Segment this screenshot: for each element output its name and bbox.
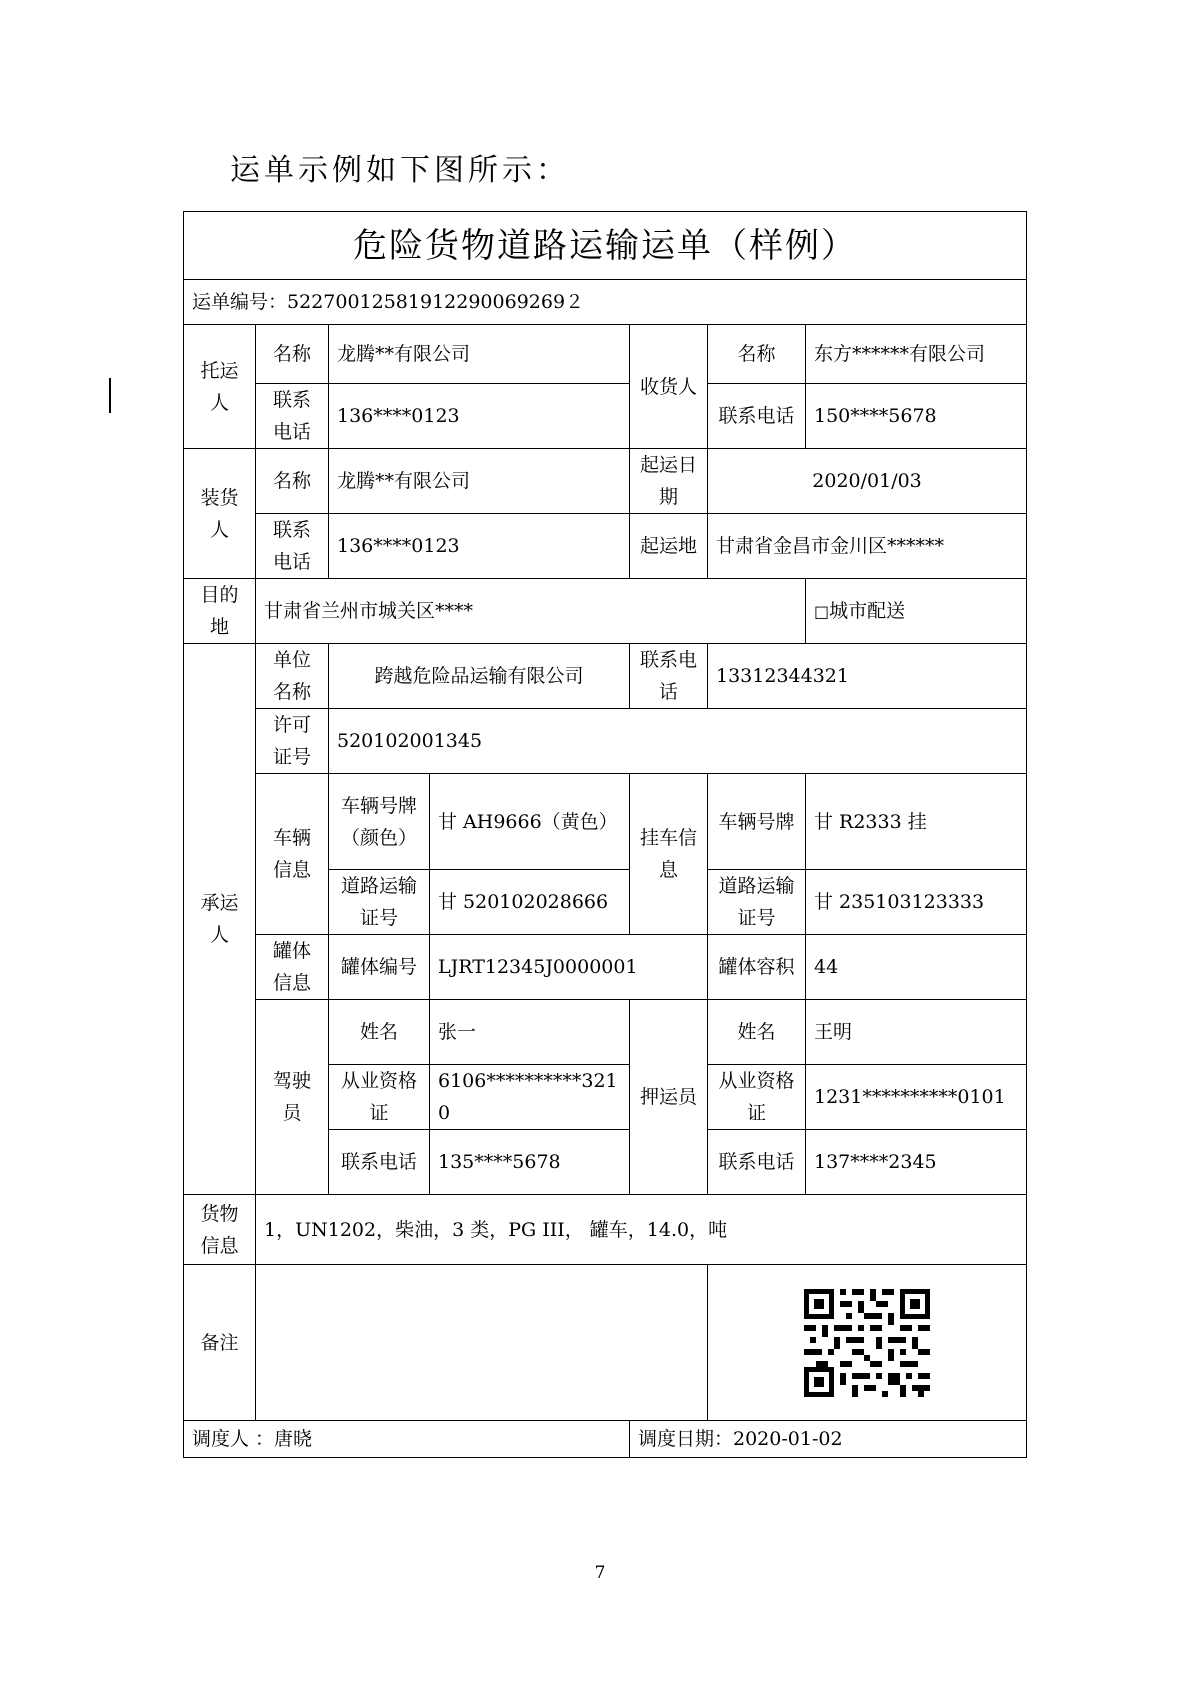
departure-place-label: 起运地: [630, 514, 708, 579]
driver-name-label: 姓名: [329, 1000, 430, 1065]
loader-name: 龙腾**有限公司: [329, 449, 630, 514]
loader-label: 装货人: [184, 449, 256, 579]
waybill-number-label: 运单编号：: [192, 291, 288, 313]
departure-date-label: 起运日期: [630, 449, 708, 514]
vehicle-plate-label: 车辆号牌（颜色）: [329, 774, 430, 870]
trailer-road-permit-label: 道路运输证号: [708, 870, 806, 935]
driver-phone-label: 联系电话: [329, 1130, 430, 1195]
carrier-phone-label: 联系电话: [630, 644, 708, 709]
dispatch-date: 调度日期：2020-01-02: [630, 1421, 1027, 1458]
carrier-label: 承运人: [184, 644, 256, 1195]
trailer-plate: 甘 R2333 挂: [806, 774, 1027, 870]
tank-no-label: 罐体编号: [329, 935, 430, 1000]
tank-info-label: 罐体信息: [256, 935, 329, 1000]
consignor-label: 托运人: [184, 325, 256, 449]
city-delivery-label: 城市配送: [829, 599, 906, 622]
carrier-phone: 13312344321: [708, 644, 1027, 709]
consignee-name-label: 名称: [708, 325, 806, 384]
tank-volume-label: 罐体容积: [708, 935, 806, 1000]
goods-label: 货物信息: [184, 1195, 256, 1265]
destination-label: 目的地: [184, 579, 256, 644]
escort-phone: 137****2345: [806, 1130, 1027, 1195]
carrier-unit-label: 单位名称: [256, 644, 329, 709]
goods-value: 1，UN1202，柴油，3 类，PG III， 罐车，14.0，吨: [256, 1195, 1027, 1265]
waybill-number-value: 52270012581912290069269２: [287, 291, 585, 313]
vehicle-plate: 甘 AH9666（黄色）: [430, 774, 630, 870]
consignee-label: 收货人: [630, 325, 708, 449]
qr-code-cell: [708, 1265, 1027, 1421]
trailer-plate-label: 车辆号牌: [708, 774, 806, 870]
dispatcher: 调度人 ：唐晓: [184, 1421, 630, 1458]
departure-place: 甘肃省金昌市金川区******: [708, 514, 1027, 579]
tank-volume: 44: [806, 935, 1027, 1000]
consignee-phone: 150****5678: [806, 384, 1027, 449]
carrier-permit: 520102001345: [329, 709, 1027, 774]
page-number: 7: [594, 1563, 606, 1583]
driver-phone: 135****5678: [430, 1130, 630, 1195]
city-delivery-option: [806, 579, 1027, 644]
carrier-unit: 跨越危险品运输有限公司: [329, 644, 630, 709]
loader-name-label: 名称: [256, 449, 329, 514]
intro-text: 运单示例如下图所示：: [230, 153, 570, 188]
departure-date: 2020/01/03: [708, 449, 1027, 514]
loader-phone-label: 联系电话: [256, 514, 329, 579]
destination-value: 甘肃省兰州市城关区****: [256, 579, 806, 644]
loader-phone: 136****0123: [329, 514, 630, 579]
tank-no: LJRT12345J0000001: [430, 935, 708, 1000]
waybill-number: [184, 280, 1027, 325]
remarks-label: 备注: [184, 1265, 256, 1421]
vehicle-info-label: 车辆信息: [256, 774, 329, 935]
waybill-title: 危险货物道路运输运单（样例）: [184, 212, 1027, 280]
driver-name: 张一: [430, 1000, 630, 1065]
trailer-info-label: 挂车信息: [630, 774, 708, 935]
consignor-phone: 136****0123: [329, 384, 630, 449]
driver-label: 驾驶员: [256, 1000, 329, 1195]
driver-cert-label: 从业资格证: [329, 1065, 430, 1130]
waybill-table: [183, 211, 1027, 1458]
city-delivery-checkbox: □: [814, 601, 830, 621]
escort-cert: 1231**********0101: [806, 1065, 1027, 1130]
escort-phone-label: 联系电话: [708, 1130, 806, 1195]
escort-name: 王明: [806, 1000, 1027, 1065]
escort-cert-label: 从业资格证: [708, 1065, 806, 1130]
consignee-name: 东方******有限公司: [806, 325, 1027, 384]
text-cursor: [109, 378, 111, 413]
vehicle-road-permit-label: 道路运输证号: [329, 870, 430, 935]
escort-name-label: 姓名: [708, 1000, 806, 1065]
remarks-value: [256, 1265, 708, 1421]
escort-label: 押运员: [630, 1000, 708, 1195]
vehicle-road-permit: 甘 520102028666: [430, 870, 630, 935]
trailer-road-permit: 甘 235103123333: [806, 870, 1027, 935]
driver-cert: 6106**********3210: [430, 1065, 630, 1130]
consignor-name-label: 名称: [256, 325, 329, 384]
carrier-permit-label: 许可证号: [256, 709, 329, 774]
consignee-phone-label: 联系电话: [708, 384, 806, 449]
consignor-name: 龙腾**有限公司: [329, 325, 630, 384]
qr-code-icon: [804, 1289, 930, 1397]
consignor-phone-label: 联系电话: [256, 384, 329, 449]
